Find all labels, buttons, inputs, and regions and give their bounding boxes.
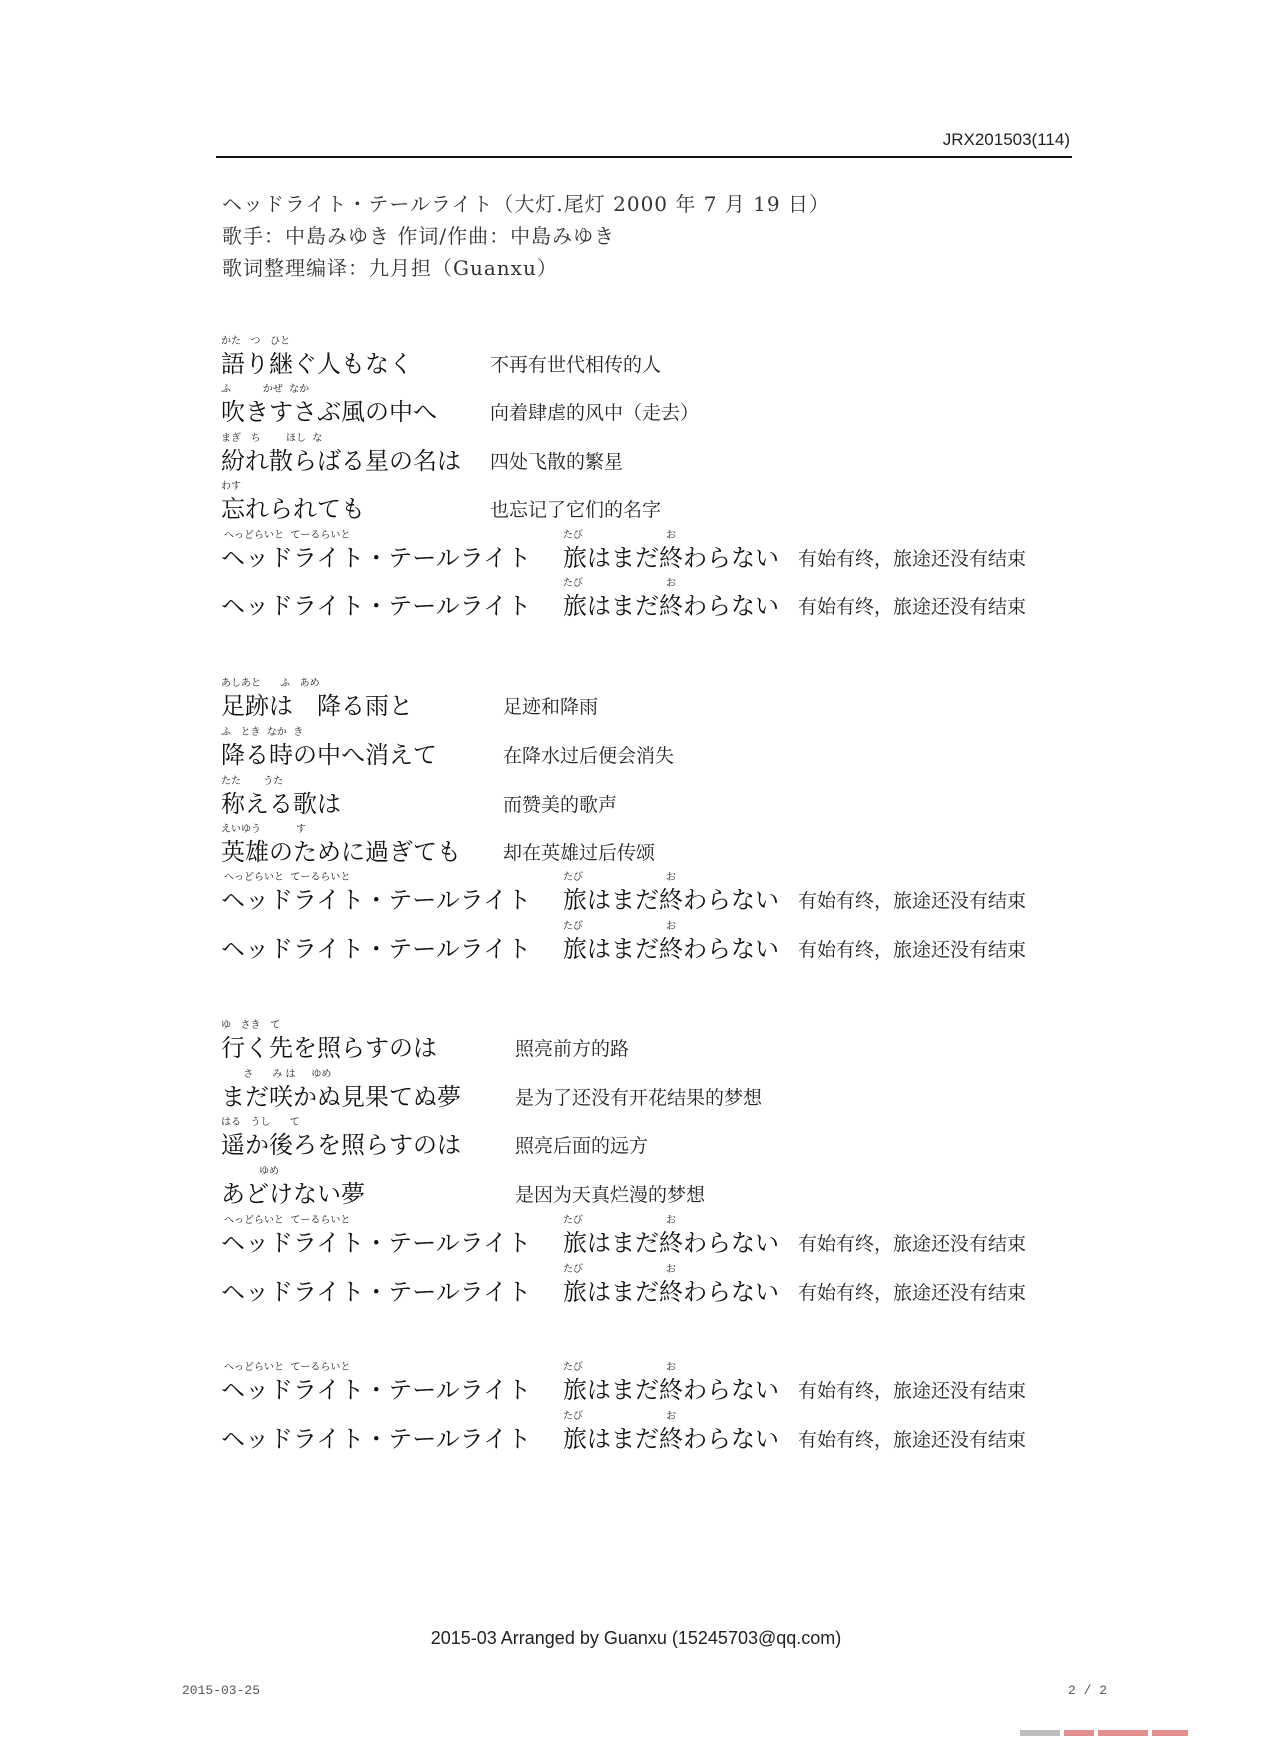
lyric-jp: 足跡は 降る雨と: [221, 692, 413, 720]
print-date: 2015-03-25: [182, 1683, 261, 1698]
ruby: お: [666, 530, 676, 541]
lyric-cn: 却在英雄过后传颂: [503, 842, 656, 864]
refrain-part1: ヘッドライト・テールライト: [221, 1376, 532, 1404]
ruby: たび: [563, 1362, 583, 1373]
ruby: ふ かぜ なか: [221, 384, 310, 395]
refrain-cn: 有始有终，旅途还没有结束: [798, 939, 1027, 961]
ruby: たび: [563, 530, 583, 541]
ruby: たび: [563, 872, 583, 883]
lyric-cn: 而赞美的歌声: [503, 794, 618, 816]
lyric-cn: 四处飞散的繁星: [490, 451, 624, 473]
refrain-cn: 有始有终，旅途还没有结束: [798, 890, 1027, 912]
lyric-cn: 是为了还没有开花结果的梦想: [515, 1087, 763, 1109]
refrain-part2: 旅はまだ終わらない: [563, 1425, 779, 1453]
ruby: お: [666, 921, 676, 932]
document-id: JRX201503(114): [942, 130, 1070, 149]
ruby: たた うた: [221, 776, 284, 787]
refrain-cn: 有始有终，旅途还没有结束: [798, 596, 1027, 618]
refrain-part1: ヘッドライト・テールライト: [221, 1425, 532, 1453]
lyric-cn: 是因为天真烂漫的梦想: [515, 1184, 706, 1206]
page-number: 2 / 2: [1068, 1683, 1108, 1698]
ruby: お: [666, 1215, 676, 1226]
refrain-part1: ヘッドライト・テールライト: [221, 1278, 532, 1306]
lyric-jp: あどけない夢: [221, 1180, 365, 1208]
refrain-part1: ヘッドライト・テールライト: [221, 544, 532, 572]
ruby: お: [666, 872, 676, 883]
lyric-jp: 遥か後ろを照らすのは: [221, 1131, 461, 1159]
ruby: たび: [563, 1215, 583, 1226]
ruby: たび: [563, 1264, 583, 1275]
refrain-part1: ヘッドライト・テールライト: [221, 935, 532, 963]
ruby: かた つ ひと: [221, 336, 291, 347]
refrain-part2: 旅はまだ終わらない: [563, 935, 779, 963]
refrain-part1: ヘッドライト・テールライト: [221, 592, 532, 620]
refrain-cn: 有始有终，旅途还没有结束: [798, 1233, 1027, 1255]
refrain-part2: 旅はまだ終わらない: [563, 1278, 779, 1306]
ruby: はる うし て: [221, 1117, 300, 1128]
lyric-cn: 照亮后面的远方: [515, 1135, 649, 1157]
refrain-part2: 旅はまだ終わらない: [563, 886, 779, 914]
ruby: お: [666, 1411, 676, 1422]
lyric-cn: 照亮前方的路: [515, 1038, 630, 1060]
song-title: ヘッドライト・テールライト（大灯.尾灯 2000 年 7 月 19 日）: [222, 192, 830, 216]
lyric-jp: 英雄のために過ぎても: [221, 838, 461, 866]
ruby: たび: [563, 1411, 583, 1422]
ruby: ふ とき なか き: [221, 727, 304, 738]
refrain-cn: 有始有终，旅途还没有结束: [798, 1282, 1027, 1304]
refrain-part2: 旅はまだ終わらない: [563, 1229, 779, 1257]
ruby: ゆ さき て: [221, 1020, 281, 1031]
ruby: お: [666, 1264, 676, 1275]
ruby: へっどらいと てーるらいと: [224, 1215, 351, 1226]
ruby: さ み は ゆめ: [221, 1069, 332, 1080]
ruby: わす: [221, 481, 241, 492]
ruby: まぎ ち ほし な: [221, 433, 323, 444]
ruby: へっどらいと てーるらいと: [224, 530, 351, 541]
lyric-jp: 吹きすさぶ風の中へ: [221, 398, 437, 426]
refrain-part1: ヘッドライト・テールライト: [221, 1229, 532, 1257]
ruby: ゆめ: [221, 1166, 280, 1177]
watermark-logo: [1020, 1722, 1240, 1738]
refrain-part2: 旅はまだ終わらない: [563, 544, 779, 572]
ruby: えいゆう す: [221, 824, 306, 835]
lyric-jp: 降る時の中へ消えて: [221, 741, 437, 769]
ruby: あしあと ふ あめ: [221, 678, 320, 689]
refrain-part1: ヘッドライト・テールライト: [221, 886, 532, 914]
ruby: お: [666, 578, 676, 589]
lyric-cn: 向着肆虐的风中（走去）: [490, 402, 700, 424]
lyric-jp: 称える歌は: [221, 790, 341, 818]
refrain-cn: 有始有终，旅途还没有结束: [798, 1380, 1027, 1402]
lyric-cn: 足迹和降雨: [503, 696, 599, 718]
lyric-jp: まだ咲かぬ見果てぬ夢: [221, 1083, 461, 1111]
ruby: たび: [563, 921, 583, 932]
lyric-jp: 行く先を照らすのは: [221, 1034, 437, 1062]
header-rule: [216, 156, 1072, 158]
translator-credit: 歌词整理编译：九月担（Guanxu）: [222, 256, 558, 280]
footer-credit: 2015-03 Arranged by Guanxu (15245703@qq.com): [430, 1628, 842, 1648]
refrain-cn: 有始有终，旅途还没有结束: [798, 548, 1027, 570]
song-credits: 歌手：中島みゆき 作词/作曲：中島みゆき: [222, 224, 616, 248]
lyric-jp: 語り継ぐ人もなく: [221, 350, 413, 378]
ruby: へっどらいと てーるらいと: [224, 872, 351, 883]
refrain-part2: 旅はまだ終わらない: [563, 1376, 779, 1404]
lyric-cn: 也忘记了它们的名字: [490, 499, 662, 521]
lyric-jp: 紛れ散らばる星の名は: [221, 447, 461, 475]
ruby: へっどらいと てーるらいと: [224, 1362, 351, 1373]
lyric-jp: 忘れられても: [221, 495, 365, 523]
refrain-cn: 有始有终，旅途还没有结束: [798, 1429, 1027, 1451]
lyric-cn: 不再有世代相传的人: [490, 354, 662, 376]
ruby: お: [666, 1362, 676, 1373]
lyric-cn: 在降水过后便会消失: [503, 745, 675, 767]
ruby: たび: [563, 578, 583, 589]
refrain-part2: 旅はまだ終わらない: [563, 592, 779, 620]
